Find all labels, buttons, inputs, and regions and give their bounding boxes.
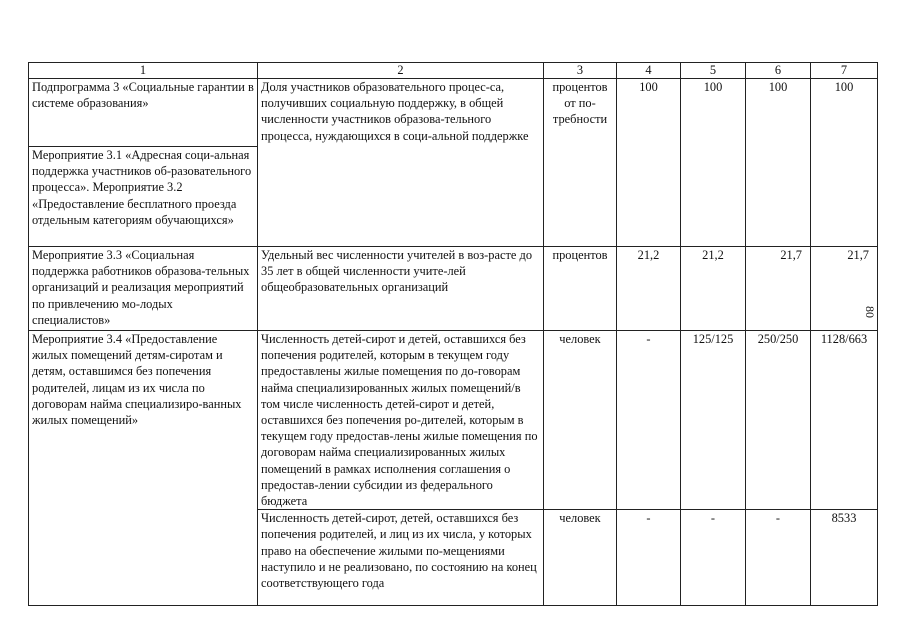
table-row — [29, 331, 878, 510]
header-col-2: 2 — [258, 63, 544, 79]
measure-3-4-2-value-4: - — [617, 510, 681, 606]
measure-3-3-value-7: 21,7 — [811, 247, 878, 331]
measure-3-3-name: Мероприятие 3.3 «Социальная поддержка работников образова-тельных организаций и реализация мероприятий по привлечению мо-лодых специалистов» — [29, 247, 258, 331]
measure-3-3-unit: процентов — [544, 247, 617, 331]
measure-3-4-name: Мероприятие 3.4 «Предоставление жилых помещений детям-сиротам и детям, оставшимся без попечения родителей, лицам из их числа по договорам найма специализиро-ванных жилых помещений» — [29, 331, 258, 606]
measure-3-4-indicator: Численность детей-сирот и детей, оставшихся без попечения родителей, которым в текущем году предоставлены жилые помещения по до-говорам найма специализированных жилых помещений/в том числе численность детей-сирот и детей, оставшихся без попечения ро-дителей, которым в текущем году предостав-лены жилые помещения по договорам найма специализированных жилых помещений в рамках исполнения соглашения о предостав-лении субсидии из федерального бюджета — [258, 331, 544, 510]
subprogram-3-value-6: 100 — [746, 79, 811, 247]
table-row — [29, 79, 878, 147]
subprogram-3-value-4: 100 — [617, 79, 681, 247]
measure-3-4-indicator-2: Численность детей-сирот, детей, оставшихся без попечения родителей, и лиц из их числа, у которых право на обеспечение жилыми по-мещениями наступило и не реализовано, по состоянию на конец соответствующего года — [258, 510, 544, 606]
measure-3-4-2-value-6: - — [746, 510, 811, 606]
header-col-6: 6 — [746, 63, 811, 79]
table-header-row — [29, 63, 878, 79]
measure-3-4-unit-2: человек — [544, 510, 617, 606]
measure-3-3-value-5: 21,2 — [681, 247, 746, 331]
header-col-3: 3 — [544, 63, 617, 79]
measure-3-4-value-5: 125/125 — [681, 331, 746, 510]
measure-3-4-value-4: - — [617, 331, 681, 510]
subprogram-3-unit: процентов от по-требности — [544, 79, 617, 247]
header-col-4: 4 — [617, 63, 681, 79]
indicators-table — [28, 62, 878, 606]
page-number: 80 — [863, 306, 877, 318]
measure-3-1-3-2-name: Мероприятие 3.1 «Адресная соци-альная поддержка участников об-разовательного процесса». Мероприятие 3.2 «Предоставление бесплатного проезда отдельным категориям обучающихся» — [29, 147, 258, 247]
header-col-7: 7 — [811, 63, 878, 79]
measure-3-4-value-7: 1128/663 — [811, 331, 878, 510]
subprogram-3-value-5: 100 — [681, 79, 746, 247]
measure-3-3-value-4: 21,2 — [617, 247, 681, 331]
measure-3-3-value-6: 21,7 — [746, 247, 811, 331]
subprogram-3-indicator: Доля участников образовательного процес-са, получивших социальную поддержку, в общей численности участников образова-тельного процесса, нуждающихся в соци-альной поддержке — [258, 79, 544, 247]
measure-3-4-unit: человек — [544, 331, 617, 510]
subprogram-3-value-7: 100 — [811, 79, 878, 247]
measure-3-3-indicator: Удельный вес численности учителей в воз-расте до 35 лет в общей численности учите-лей общеобразовательных организаций — [258, 247, 544, 331]
subprogram-3-name: Подпрограмма 3 «Социальные гарантии в системе образования» — [29, 79, 258, 147]
header-col-1: 1 — [29, 63, 258, 79]
measure-3-4-2-value-5: - — [681, 510, 746, 606]
table-row — [29, 247, 878, 331]
measure-3-4-2-value-7: 8533 — [811, 510, 878, 606]
measure-3-4-value-6: 250/250 — [746, 331, 811, 510]
header-col-5: 5 — [681, 63, 746, 79]
